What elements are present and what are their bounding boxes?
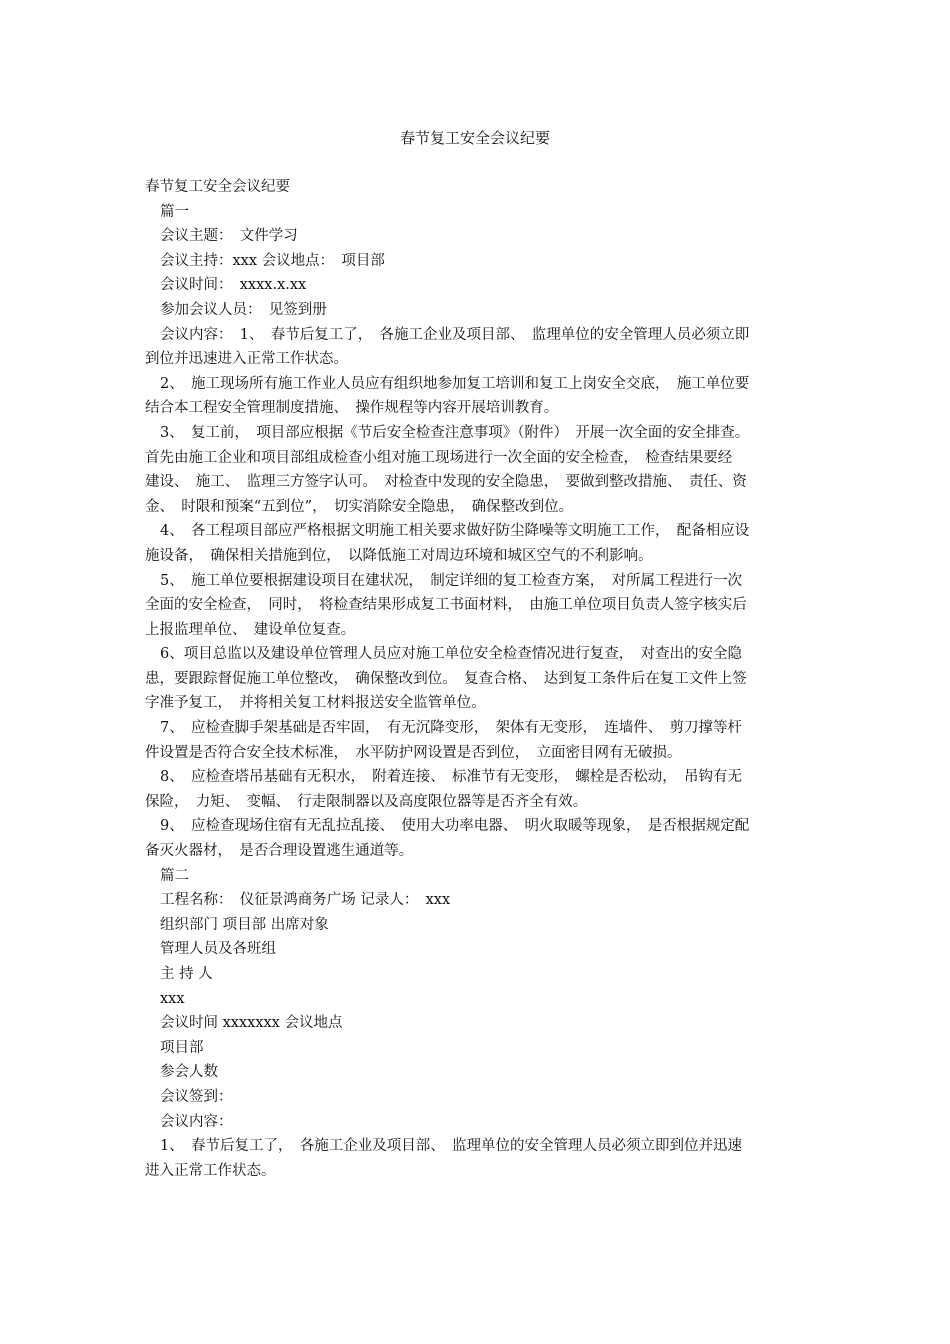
meeting-host-location: 会议主持：xxx 会议地点： 项目部 xyxy=(160,252,385,269)
meeting-content-label: 会议内容： xyxy=(160,1113,233,1130)
meeting-time-location: 会议时间 xxxxxxx 会议地点 xyxy=(160,1015,343,1032)
paragraph-line: 会议内容： 1、 春节后复工了， 各施工企业及项目部、 监理单位的安全管理人员必须立即 xyxy=(160,326,750,343)
paragraph-line: 备灭火器材， 是否合理设置逃生通道等。 xyxy=(145,843,414,860)
part-heading-2: 篇二 xyxy=(160,867,189,884)
paragraph-line: 全面的安全检查， 同时， 将检查结果形成复工书面材料， 由施工单位项目负责人签字核实后 xyxy=(145,597,747,614)
meeting-topic: 会议主题： 文件学习 xyxy=(160,228,298,245)
host-value: xxx xyxy=(160,990,185,1007)
attendee-groups: 管理人员及各班组 xyxy=(160,941,276,958)
attendee-count-label: 参会人数 xyxy=(160,1064,218,1081)
page-title: 春节复工安全会议纪要 xyxy=(399,129,550,147)
part-heading-1: 篇一 xyxy=(160,203,189,220)
paragraph-line: 施设备， 确保相关措施到位， 以降低施工对周边环境和城区空气的不利影响。 xyxy=(145,547,653,564)
paragraph-line: 件设置是否符合安全技术标准， 水平防护网设置是否到位， 立面密目网有无破损。 xyxy=(145,744,682,761)
paragraph-line: 4、 各工程项目部应严格根据文明施工相关要求做好防尘降噪等文明施工工作， 配备相应设 xyxy=(160,523,750,540)
paragraph-line: 1、 春节后复工了， 各施工企业及项目部、 监理单位的安全管理人员必须立即到位并迅速 xyxy=(160,1138,742,1155)
paragraph-line: 上报监理单位、 建设单位复查。 xyxy=(145,621,356,638)
sign-in-label: 会议签到： xyxy=(160,1088,233,1105)
paragraph-line: 患，要跟踪督促施工单位整改， 确保整改到位。 复查合格、 达到复工条件后在复工文件上签 xyxy=(145,670,747,687)
paragraph-line: 2、 施工现场所有施工作业人员应有组织地参加复工培训和复工上岗安全交底， 施工单位要 xyxy=(160,375,750,392)
meeting-attendees: 参加会议人员： 见签到册 xyxy=(160,301,327,318)
paragraph-line: 3、 复工前， 项目部应根据《节后安全检查注意事项》（附件） 开展一次全面的安全排查。 xyxy=(160,424,750,441)
paragraph-line: 7、 应检查脚手架基础是否牢固， 有无沉降变形， 架体有无变形， 连墙件、 剪刀撑等杆 xyxy=(160,720,742,737)
organizer-attendees: 组织部门 项目部 出席对象 xyxy=(160,916,329,933)
paragraph-line: 5、 施工单位要根据建设项目在建状况， 制定详细的复工检查方案， 对所属工程进行一次 xyxy=(160,572,742,589)
project-name-recorder: 工程名称： 仪征景鸿商务广场 记录人： xxx xyxy=(160,892,451,909)
paragraph-line: 建设、 施工、 监理三方签字认可。 对检查中发现的安全隐患， 要做到整改措施、 责任、资 xyxy=(145,474,747,491)
section-heading: 春节复工安全会议纪要 xyxy=(145,179,290,195)
paragraph-line: 到位并迅速进入正常工作状态。 xyxy=(145,351,348,368)
paragraph-line: 首先由施工企业和项目部组成检查小组对施工现场进行一次全面的安全检查， 检查结果要经 xyxy=(145,449,733,466)
paragraph-line: 金、 时限和预案“五到位”， 切实消除安全隐患， 确保整改到位。 xyxy=(145,498,574,515)
host-label: 主 持 人 xyxy=(160,966,213,982)
location-value: 项目部 xyxy=(160,1039,204,1056)
paragraph-line: 8、 应检查塔吊基础有无积水， 附着连接、 标准节有无变形， 螺栓是否松动， 吊钩有无 xyxy=(160,769,742,786)
paragraph-line: 6、项目总监以及建设单位管理人员应对施工单位安全检查情况进行复查， 对查出的安全隐 xyxy=(160,646,742,663)
paragraph-line: 保险， 力矩、 变幅、 行走限制器以及高度限位器等是否齐全有效。 xyxy=(145,793,588,810)
document-body xyxy=(145,175,809,1183)
paragraph-line: 字准予复工， 并将相关复工材料报送安全监管单位。 xyxy=(145,695,486,712)
paragraph-line: 进入正常工作状态。 xyxy=(145,1162,276,1179)
meeting-time: 会议时间： xxxx.x.xx xyxy=(160,277,307,294)
paragraph-line: 结合本工程安全管理制度措施、 操作规程等内容开展培训教育。 xyxy=(145,400,559,417)
paragraph-line: 9、 应检查现场住宿有无乱拉乱接、 使用大功率电器、 明火取暖等现象， 是否根据规定配 xyxy=(160,818,750,835)
